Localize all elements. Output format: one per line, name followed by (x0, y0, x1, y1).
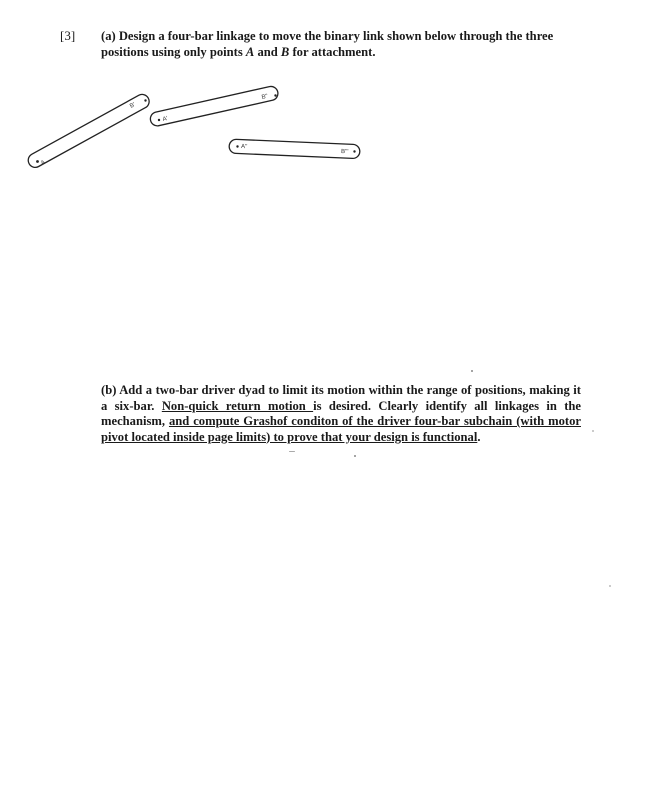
scan-speck (592, 430, 594, 432)
label-b-triple-prime: B''' (340, 149, 349, 156)
link-outline (150, 86, 278, 125)
part-b-text (101, 383, 581, 445)
scan-speck (609, 585, 611, 587)
point-a-dot (36, 160, 39, 163)
label-a-prime: A' (162, 116, 169, 123)
part-b-end: . (477, 429, 481, 444)
scan-speck (354, 455, 356, 457)
position-2 (150, 86, 278, 125)
part-a-suffix: for attachment. (289, 44, 376, 59)
point-a-prime-dot (158, 119, 160, 121)
part-b-underlined-1: Non-quick return motion (161, 398, 314, 413)
point-a-double-prime-dot (236, 145, 238, 147)
point-a-label: A (245, 44, 255, 59)
scan-speck (471, 370, 473, 372)
label-a: A (40, 159, 47, 167)
label-b-prime: B' (129, 102, 137, 110)
point-b-triple-prime-dot (353, 150, 355, 152)
point-b-prime-dot (144, 99, 146, 101)
point-b-double-prime-dot (274, 94, 276, 96)
part-a-prefix: (a) Design a four-bar linkage to move the binary link shown below through the three positions using only points (101, 29, 554, 59)
part-b-underlined-2: and compute Grashof conditon of the driver four-bar subchain (with motor pivot located inside page limits) to prove that your design is functional (101, 414, 581, 444)
scan-speck (289, 451, 295, 452)
problem-number: [3] (60, 28, 76, 43)
label-a-double-prime: A'' (240, 144, 248, 151)
point-b-label: B (280, 44, 290, 59)
label-b-double-prime: B'' (261, 93, 269, 101)
part-b-mid: is desired. Clearly identify all linkages in the mechanism, (101, 398, 581, 428)
part-b-intro: (b) Add a two-bar driver dyad to limit its motion within the range of positions, making it a six-bar. (101, 383, 581, 413)
part-a-and: and (254, 44, 281, 59)
